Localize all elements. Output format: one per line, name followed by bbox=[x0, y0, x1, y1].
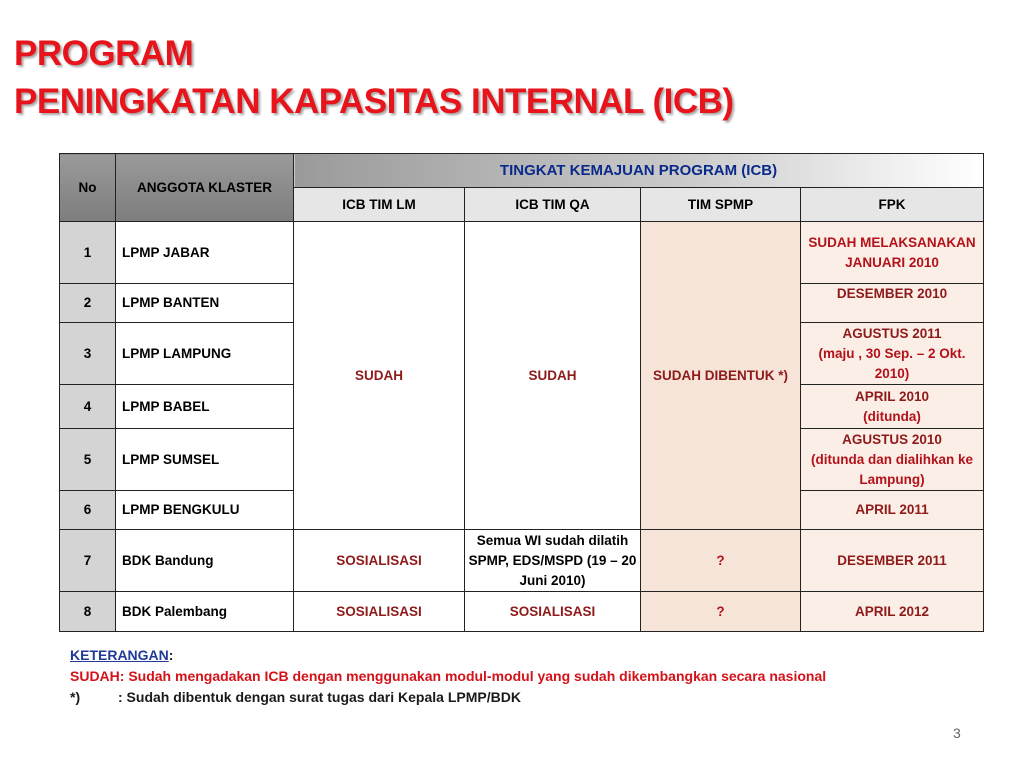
row-tim-spmp: ? bbox=[641, 530, 801, 592]
row-name: LPMP BANTEN bbox=[116, 284, 294, 323]
row-icb-tim-lm: SOSIALISASI bbox=[294, 592, 465, 632]
row-no: 8 bbox=[60, 592, 116, 632]
row-fpk: AGUSTUS 2011 bbox=[842, 325, 942, 341]
header-icb-tim-lm: ICB TIM LM bbox=[294, 188, 465, 222]
row-icb-tim-qa: Semua WI sudah dilatih SPMP, EDS/MSPD (19 – 20 Juni 2010) bbox=[465, 530, 641, 592]
legend-star-label: *) bbox=[70, 689, 81, 705]
table-row bbox=[60, 530, 984, 592]
row-name: LPMP JABAR bbox=[116, 222, 294, 284]
row-no: 2 bbox=[60, 284, 116, 323]
row-fpk: APRIL 2011 bbox=[801, 491, 984, 530]
row-fpk-note: (ditunda dan dialihkan ke Lampung) bbox=[811, 451, 974, 487]
row-tim-spmp: ? bbox=[641, 592, 801, 632]
legend-star-text: : Sudah dibentuk dengan surat tugas dari Kepala LPMP/BDK bbox=[118, 689, 521, 705]
header-anggota-klaster: ANGGOTA KLASTER bbox=[116, 154, 294, 222]
row-fpk: APRIL 2012 bbox=[801, 592, 984, 632]
row-name: BDK Palembang bbox=[116, 592, 294, 632]
row-fpk-cell bbox=[801, 429, 984, 491]
row-no: 6 bbox=[60, 491, 116, 530]
merged-tim-spmp: SUDAH DIBENTUK *) bbox=[641, 222, 801, 530]
row-fpk: APRIL 2010 bbox=[854, 388, 930, 404]
legend-keterangan: KETERANGAN bbox=[70, 647, 169, 663]
row-icb-tim-qa: SOSIALISASI bbox=[465, 592, 641, 632]
row-fpk: DESEMBER 2010 bbox=[801, 284, 984, 323]
title-line-1: PROGRAM bbox=[14, 34, 194, 73]
legend-keterangan-line bbox=[70, 645, 826, 666]
merged-icb-tim-qa: SUDAH bbox=[465, 222, 641, 530]
row-name: LPMP BENGKULU bbox=[116, 491, 294, 530]
table-row bbox=[60, 592, 984, 632]
row-fpk-note: (ditunda) bbox=[863, 408, 921, 424]
header-tim-spmp: TIM SPMP bbox=[641, 188, 801, 222]
row-no: 4 bbox=[60, 385, 116, 429]
legend-star-line bbox=[70, 687, 826, 708]
row-name: LPMP BABEL bbox=[116, 385, 294, 429]
legend-colon: : bbox=[168, 647, 174, 663]
table-row bbox=[60, 222, 984, 284]
row-fpk: DESEMBER 2011 bbox=[801, 530, 984, 592]
row-no: 5 bbox=[60, 429, 116, 491]
progress-table bbox=[59, 153, 984, 632]
row-icb-tim-lm: SOSIALISASI bbox=[294, 530, 465, 592]
legend-sudah-line bbox=[70, 666, 826, 687]
row-no: 1 bbox=[60, 222, 116, 284]
legend-sudah-text: : Sudah mengadakan ICB dengan menggunakan modul-modul yang sudah dikembangkan secara nasional bbox=[119, 668, 827, 684]
legend bbox=[70, 645, 826, 708]
title-line-2: PENINGKATAN KAPASITAS INTERNAL (ICB) bbox=[14, 82, 734, 121]
merged-icb-tim-lm: SUDAH bbox=[294, 222, 465, 530]
row-name: LPMP SUMSEL bbox=[116, 429, 294, 491]
header-icb-tim-qa: ICB TIM QA bbox=[465, 188, 641, 222]
row-fpk-cell bbox=[801, 385, 984, 429]
row-fpk-note: (maju , 30 Sep. – 2 Okt. 2010) bbox=[818, 345, 966, 381]
row-name: BDK Bandung bbox=[116, 530, 294, 592]
row-fpk: SUDAH MELAKSANAKAN JANUARI 2010 bbox=[801, 222, 984, 284]
row-no: 7 bbox=[60, 530, 116, 592]
row-no: 3 bbox=[60, 323, 116, 385]
header-fpk: FPK bbox=[801, 188, 984, 222]
legend-sudah-label: SUDAH bbox=[70, 668, 120, 684]
header-no: No bbox=[60, 154, 116, 222]
row-name: LPMP LAMPUNG bbox=[116, 323, 294, 385]
header-tingkat-kemajuan: TINGKAT KEMAJUAN PROGRAM (ICB) bbox=[294, 154, 984, 188]
row-fpk: AGUSTUS 2010 bbox=[842, 431, 942, 447]
row-fpk-cell bbox=[801, 323, 984, 385]
page-number: 3 bbox=[953, 725, 961, 741]
page-title bbox=[14, 30, 734, 126]
